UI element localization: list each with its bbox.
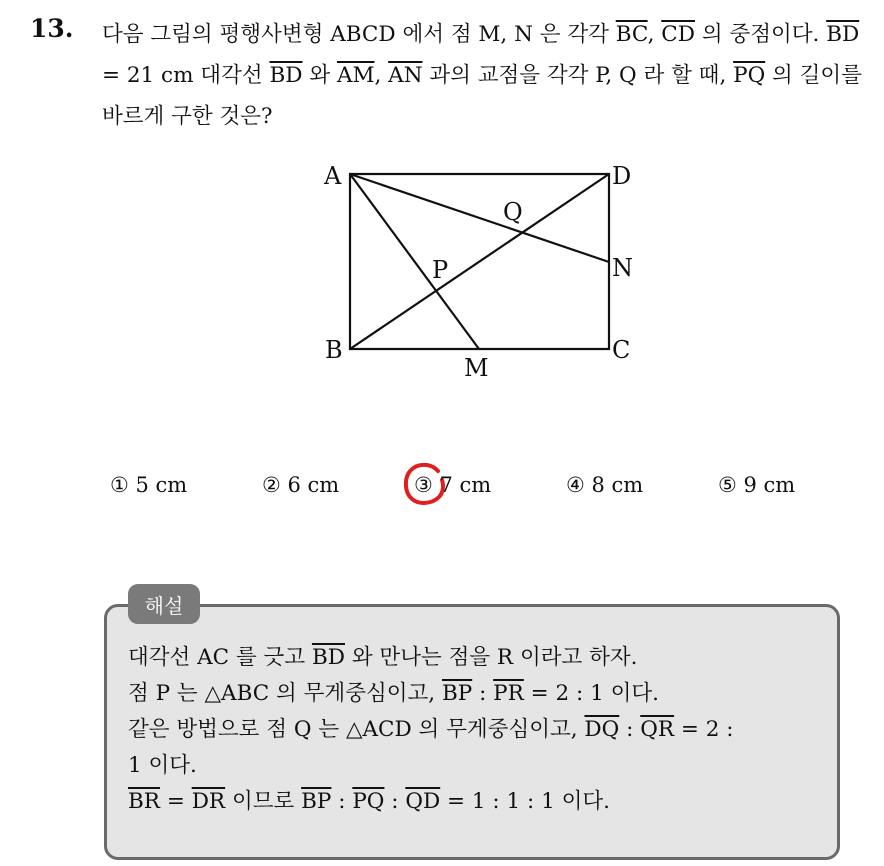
- segment-bp: $\overline{BP}$: [441, 681, 473, 706]
- label-m: M: [464, 354, 489, 382]
- question-text-part: = 21 cm 대각선: [102, 63, 270, 88]
- question-text-part: ,: [374, 63, 389, 88]
- label-b: B: [325, 336, 343, 364]
- label-p: P: [432, 256, 449, 284]
- text-part: :: [331, 789, 353, 814]
- segment-bc: $\overline{BC}$: [615, 22, 648, 47]
- solution-line-2: [128, 676, 828, 712]
- segment-bd: $\overline{BD}$: [311, 645, 345, 670]
- segment-bd: $\overline{BD}$: [826, 22, 860, 47]
- question-text-part: 와: [302, 63, 337, 88]
- text-part: 대각선 AC 를 긋고: [128, 645, 312, 670]
- segment-an: $\overline{AN}$: [388, 63, 423, 88]
- choice-5[interactable]: ⑤ 9 cm: [718, 473, 796, 497]
- question-text-part: 의 중점이다.: [695, 22, 827, 47]
- question-text-part: 다음 그림의 평행사변형 ABCD 에서 점 M, N 은 각각: [102, 22, 616, 47]
- choice-4[interactable]: ④ 8 cm: [566, 473, 644, 497]
- segment-an-line: [350, 174, 609, 262]
- text-part: =: [160, 789, 192, 814]
- label-a: A: [324, 162, 342, 190]
- question-text-part: 의 길이를 바르게 구한 것은?: [102, 63, 862, 129]
- text-part: 같은 방법으로 점 Q 는 △ACD 의 무게중심이고,: [128, 717, 585, 742]
- solution-line-1: [128, 640, 828, 676]
- segment-dr: $\overline{DR}$: [191, 789, 226, 814]
- segment-bp: $\overline{BP}$: [301, 789, 332, 814]
- label-n: N: [612, 254, 633, 282]
- segment-cd: $\overline{CD}$: [661, 22, 695, 47]
- solution-line-5: [128, 784, 828, 820]
- solution-line-4: 1 이다.: [128, 753, 197, 778]
- label-c: C: [612, 336, 631, 364]
- text-part: 이므로: [225, 789, 302, 814]
- text-part: 점 P 는 △ABC 의 무게중심이고,: [128, 681, 442, 706]
- segment-pr: $\overline{PR}$: [493, 681, 524, 706]
- segment-dq: $\overline{DQ}$: [584, 717, 620, 742]
- segment-br: $\overline{BR}$: [128, 789, 160, 814]
- segment-bd: $\overline{BD}$: [269, 63, 303, 88]
- choice-2[interactable]: ② 6 cm: [262, 473, 340, 497]
- segment-am: $\overline{AM}$: [336, 63, 375, 88]
- choice-3[interactable]: ③ 7 cm: [414, 473, 492, 497]
- label-d: D: [612, 162, 632, 190]
- text-part: :: [472, 681, 494, 706]
- segment-qr: $\overline{QR}$: [640, 717, 675, 742]
- segment-am-line: [350, 174, 479, 349]
- text-part: :: [384, 789, 406, 814]
- text-part: = 1 : 1 : 1 이다.: [440, 789, 610, 814]
- segment-pq: $\overline{PQ}$: [352, 789, 385, 814]
- segment-qd: $\overline{QD}$: [405, 789, 441, 814]
- question-text-part: 과의 교점을 각각 P, Q 라 할 때,: [422, 63, 734, 88]
- text-part: = 2 : 1 이다.: [523, 681, 659, 706]
- segment-pq: $\overline{PQ}$: [733, 63, 766, 88]
- solution-line-3: [128, 712, 828, 748]
- text-part: = 2 :: [674, 717, 734, 742]
- text-part: 와 만나는 점을 R 이라고 하자.: [344, 645, 638, 670]
- diagonal-bd: [350, 174, 609, 349]
- question-text-part: ,: [647, 22, 662, 47]
- choice-1[interactable]: ① 5 cm: [110, 473, 188, 497]
- label-q: Q: [503, 198, 523, 226]
- solution-text: [128, 640, 828, 820]
- text-part: :: [619, 717, 641, 742]
- solution-tag: 해설: [128, 584, 200, 624]
- question-number: 13.: [30, 14, 74, 43]
